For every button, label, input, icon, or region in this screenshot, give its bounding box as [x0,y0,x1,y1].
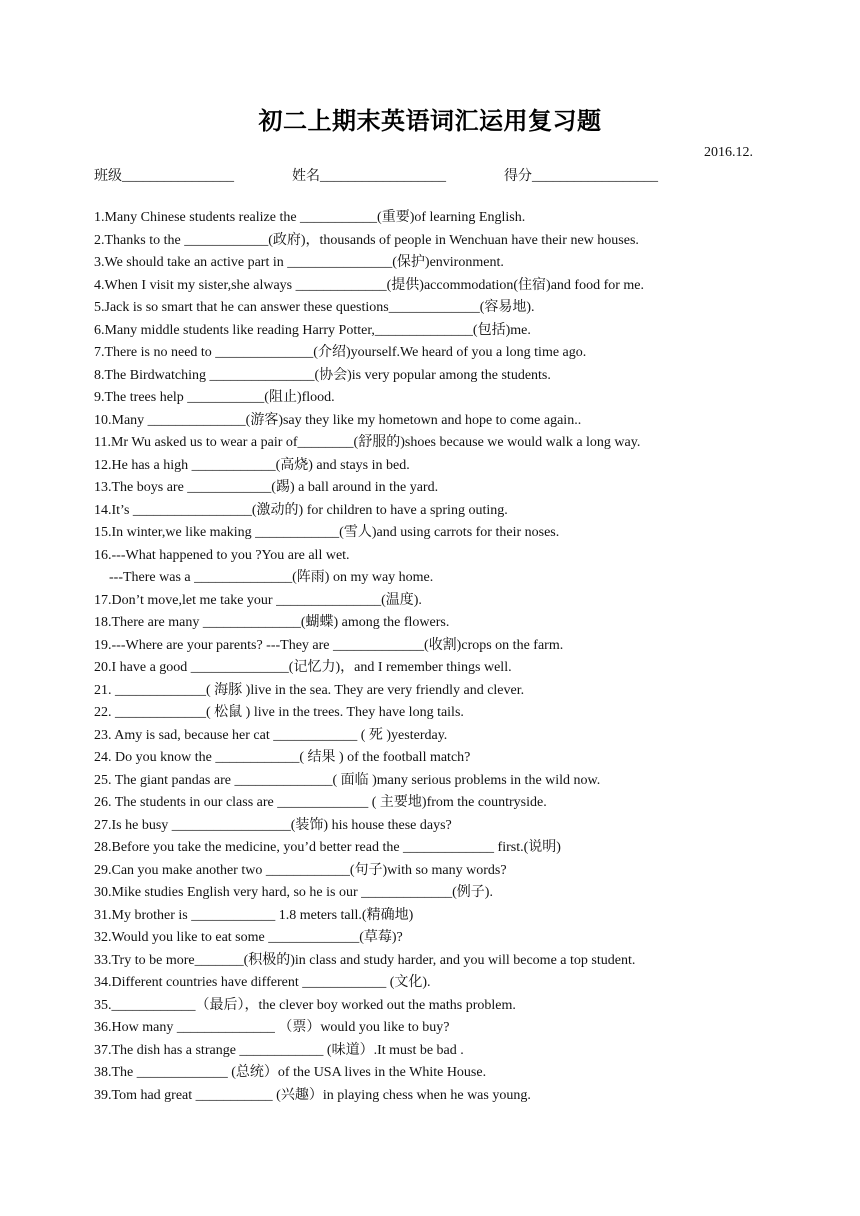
question-item: 33.Try to be more_______(积极的)in class and study harder, and you will become a top student. [94,952,636,968]
question-item: 8.The Birdwatching _______________(协会)is very popular among the students. [94,367,551,383]
question-item: 3.We should take an active part in _______________(保护)environment. [94,255,504,270]
question-item: 32.Would you like to eat some _____________(草莓)? [94,930,403,945]
student-info-row [94,165,794,185]
question-item: 36.How many ______________ （票）would you like to buy? [94,1020,450,1035]
question-item: 6.Many middle students like reading Harry Potter,______________(包括)me. [94,322,531,338]
name-label: 姓名 [292,168,320,184]
question-item: 9.The trees help ___________(阻止)flood. [94,390,335,405]
question-item: 2.Thanks to the ____________(政府)，thousands of people in Wenchuan have their new houses. [94,232,639,248]
question-item: 20.I have a good ______________(记忆力)，and I remember things well. [94,660,512,675]
question-item: 31.My brother is ____________ 1.8 meters tall.(精确地) [94,907,414,923]
question-item: 29.Can you make another two ____________(句子)with so many words? [94,862,507,878]
question-item: 24. Do you know the ____________( 结果 ) of the football match? [94,750,471,765]
question-item: 1.Many Chinese students realize the ___________(重要)of learning English. [94,210,526,225]
question-item: 13.The boys are ____________(踢) a ball around in the yard. [94,480,439,495]
question-item: 34.Different countries have different ____________ (文化). [94,975,431,990]
question-item: 18.There are many ______________(蝴蝶) among the flowers. [94,615,450,630]
question-item: 30.Mike studies English very hard, so he is our _____________(例子). [94,885,493,900]
question-item: 39.Tom had great ___________ (兴趣）in playing chess when he was young. [94,1087,531,1103]
question-item: 7.There is no need to ______________(介绍)yourself.We heard of you a long time ago. [94,345,587,360]
question-item: 28.Before you take the medicine, you’d better read the _____________ first.(说明) [94,840,561,855]
question-item: 14.It’s _________________(激动的) for children to have a spring outing. [94,502,508,518]
question-list [94,207,774,1107]
question-item: 26. The students in our class are _____________ ( 主要地)from the countryside. [94,795,547,810]
score-label: 得分 [504,168,532,184]
question-item: 27.Is he busy _________________(装饰) his house these days? [94,817,452,833]
question-item: 10.Many ______________(游客)say they like my hometown and hope to come again.. [94,412,582,428]
question-item: 16.---What happened to you ?You are all wet. [94,547,350,563]
score-field [504,165,658,185]
question-item: ---There was a ______________(阵雨) on my way home. [109,570,434,585]
name-field [292,165,446,185]
question-item: 23. Amy is sad, because her cat ____________ ( 死 )yesterday. [94,727,448,743]
page-title: 初二上期末英语词汇运用复习题 [258,107,602,135]
question-item: 38.The _____________ (总统）of the USA lives in the White House. [94,1065,487,1080]
question-item: 25. The giant pandas are ______________( 面临 )many serious problems in the wild now. [94,772,601,788]
question-item: 37.The dish has a strange ____________ (味道）.It must be bad . [94,1042,464,1058]
question-item: 22. _____________( 松鼠 ) live in the trees. They have long tails. [94,705,464,720]
question-item: 12.He has a high ____________(高烧) and stays in bed. [94,457,410,473]
question-item: 15.In winter,we like making ____________(雪人)and using carrots for their noses. [94,525,560,540]
question-item: 17.Don’t move,let me take your _______________(温度). [94,592,422,608]
question-item: 21. _____________( 海豚 )live in the sea. They are very friendly and clever. [94,682,525,698]
question-item: 35.____________（最后），the clever boy worked out the maths problem. [94,997,516,1013]
date-label: 2016.12. [704,145,753,160]
class-label: 班级 [94,168,122,184]
question-item: 5.Jack is so smart that he can answer these questions_____________(容易地). [94,300,535,315]
question-item: 19.---Where are your parents? ---They are _____________(收割)crops on the farm. [94,637,564,653]
question-item: 4.When I visit my sister,she always _____________(提供)accommodation(住宿)and food for me. [94,277,644,293]
name-blank: __________________ [320,169,446,184]
class-field [94,165,234,185]
question-item: 11.Mr Wu asked us to wear a pair of________(舒服的)shoes because we would walk a long way. [94,435,641,450]
class-blank: ________________ [122,169,234,184]
score-blank: __________________ [532,169,658,184]
